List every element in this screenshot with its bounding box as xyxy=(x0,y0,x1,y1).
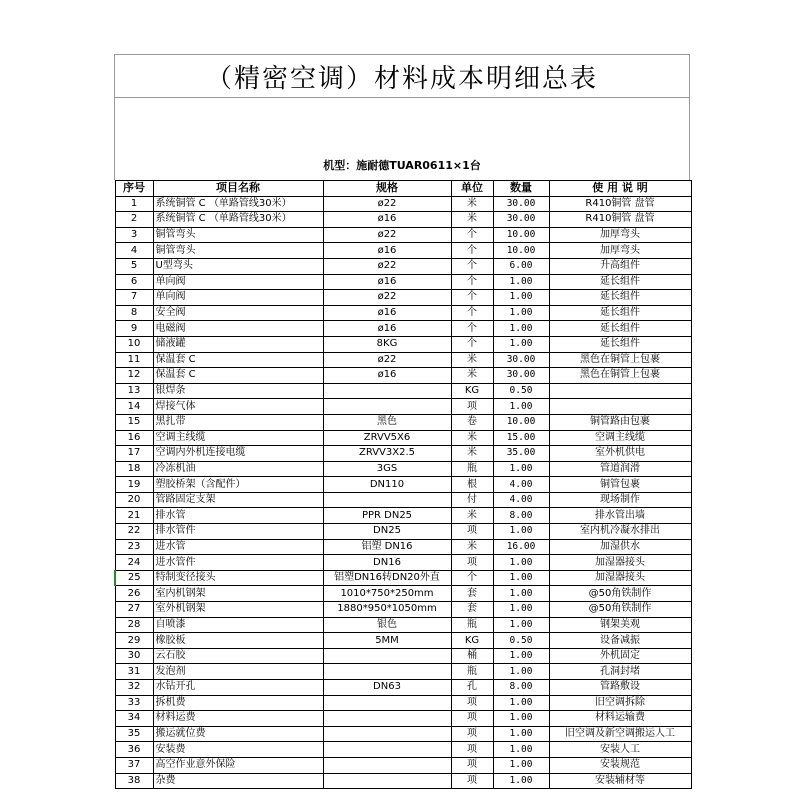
spec-cell[interactable] xyxy=(323,757,451,773)
usage-note-cell[interactable]: 钢架美观 xyxy=(549,617,691,633)
spec-cell[interactable] xyxy=(323,492,451,508)
item-name-cell[interactable]: 塑胶桥架（含配件） xyxy=(153,477,323,493)
table-row[interactable] xyxy=(115,461,691,477)
usage-note-cell[interactable]: 延长组件 xyxy=(549,321,691,337)
usage-note-cell[interactable]: 设备减振 xyxy=(549,633,691,649)
unit-cell[interactable]: 米 xyxy=(451,446,493,462)
item-name-cell[interactable]: 系统铜管 C （单路管线30米） xyxy=(153,212,323,228)
item-name-cell[interactable]: 保温套 C xyxy=(153,368,323,384)
item-name-cell[interactable]: 保温套 C xyxy=(153,352,323,368)
table-row[interactable] xyxy=(115,508,691,524)
quantity-cell[interactable]: 1.00 xyxy=(493,570,549,586)
quantity-cell[interactable]: 1.00 xyxy=(493,602,549,618)
usage-note-cell[interactable]: 旧空调及新空调搬运人工 xyxy=(549,726,691,742)
quantity-cell[interactable]: 1.00 xyxy=(493,773,549,789)
usage-note-cell[interactable]: 黑色在铜管上包裹 xyxy=(549,368,691,384)
unit-cell[interactable]: 瓶 xyxy=(451,617,493,633)
row-index-cell[interactable]: 11 xyxy=(115,352,153,368)
quantity-cell[interactable]: 1.00 xyxy=(493,695,549,711)
usage-note-cell[interactable]: 延长组件 xyxy=(549,290,691,306)
row-index-cell[interactable]: 24 xyxy=(115,555,153,571)
row-index-cell[interactable]: 16 xyxy=(115,430,153,446)
item-name-cell[interactable]: 发泡剂 xyxy=(153,664,323,680)
spec-cell[interactable]: ø22 xyxy=(323,352,451,368)
item-name-cell[interactable]: 材料运费 xyxy=(153,711,323,727)
usage-note-cell[interactable]: 安装规范 xyxy=(549,757,691,773)
quantity-cell[interactable]: 1.00 xyxy=(493,648,549,664)
quantity-cell[interactable]: 6.00 xyxy=(493,258,549,274)
spec-cell[interactable]: 1880*950*1050mm xyxy=(323,602,451,618)
item-name-cell[interactable]: 橡胶板 xyxy=(153,633,323,649)
usage-note-cell[interactable]: 延长组件 xyxy=(549,336,691,352)
quantity-cell[interactable]: 1.00 xyxy=(493,305,549,321)
table-row[interactable] xyxy=(115,399,691,415)
table-row[interactable] xyxy=(115,570,691,586)
usage-note-cell[interactable]: 安装辅材等 xyxy=(549,773,691,789)
usage-note-cell[interactable]: 孔洞封堵 xyxy=(549,664,691,680)
row-index-cell[interactable]: 31 xyxy=(115,664,153,680)
unit-cell[interactable]: 米 xyxy=(451,352,493,368)
spec-cell[interactable]: ø22 xyxy=(323,227,451,243)
item-name-cell[interactable]: 铜管弯头 xyxy=(153,243,323,259)
spec-cell[interactable]: ø16 xyxy=(323,212,451,228)
usage-note-cell[interactable]: 旧空调拆除 xyxy=(549,695,691,711)
row-index-cell[interactable]: 32 xyxy=(115,680,153,696)
table-row[interactable] xyxy=(115,742,691,758)
spec-cell[interactable]: ø16 xyxy=(323,243,451,259)
unit-cell[interactable]: 个 xyxy=(451,305,493,321)
unit-cell[interactable]: 项 xyxy=(451,695,493,711)
unit-cell[interactable]: 卷 xyxy=(451,414,493,430)
usage-note-cell[interactable]: 加厚弯头 xyxy=(549,227,691,243)
item-name-cell[interactable]: 管路固定支架 xyxy=(153,492,323,508)
table-row[interactable] xyxy=(115,414,691,430)
usage-note-cell[interactable]: 现场制作 xyxy=(549,492,691,508)
unit-cell[interactable]: 根 xyxy=(451,477,493,493)
unit-cell[interactable]: 个 xyxy=(451,336,493,352)
spec-cell[interactable]: 5MM xyxy=(323,633,451,649)
table-row[interactable] xyxy=(115,477,691,493)
table-row[interactable] xyxy=(115,648,691,664)
row-index-cell[interactable]: 13 xyxy=(115,383,153,399)
unit-cell[interactable]: 米 xyxy=(451,212,493,228)
quantity-cell[interactable]: 15.00 xyxy=(493,430,549,446)
header-unit: 单位 xyxy=(451,181,493,197)
quantity-cell[interactable]: 1.00 xyxy=(493,336,549,352)
usage-note-cell[interactable]: 延长组件 xyxy=(549,274,691,290)
row-index-cell[interactable]: 29 xyxy=(115,633,153,649)
table-row[interactable] xyxy=(115,243,691,259)
table-row[interactable] xyxy=(115,555,691,571)
unit-cell[interactable]: 项 xyxy=(451,773,493,789)
spec-cell[interactable]: DN16 xyxy=(323,555,451,571)
unit-cell[interactable]: 项 xyxy=(451,726,493,742)
table-row[interactable] xyxy=(115,524,691,540)
quantity-cell[interactable]: 10.00 xyxy=(493,243,549,259)
spec-cell[interactable] xyxy=(323,711,451,727)
unit-cell[interactable]: 个 xyxy=(451,570,493,586)
row-index-cell[interactable]: 7 xyxy=(115,290,153,306)
row-index-cell[interactable]: 35 xyxy=(115,726,153,742)
row-index-cell[interactable]: 22 xyxy=(115,524,153,540)
sheet-title: （精密空调）材料成本明细总表 xyxy=(114,54,690,98)
spec-cell[interactable]: ø16 xyxy=(323,368,451,384)
quantity-cell[interactable]: 1.00 xyxy=(493,524,549,540)
table-row[interactable] xyxy=(115,336,691,352)
row-index-cell[interactable]: 28 xyxy=(115,617,153,633)
quantity-cell[interactable]: 30.00 xyxy=(493,352,549,368)
item-name-cell[interactable]: U型弯头 xyxy=(153,258,323,274)
item-name-cell[interactable]: 焊接气体 xyxy=(153,399,323,415)
unit-cell[interactable]: 米 xyxy=(451,196,493,212)
header-quantity: 数量 xyxy=(493,181,549,197)
row-index-cell[interactable]: 14 xyxy=(115,399,153,415)
row-index-cell[interactable]: 10 xyxy=(115,336,153,352)
usage-note-cell[interactable]: 铜管包裹 xyxy=(549,477,691,493)
table-row[interactable] xyxy=(115,430,691,446)
spreadsheet xyxy=(114,54,690,786)
spec-cell[interactable]: DN25 xyxy=(323,524,451,540)
table-row[interactable] xyxy=(115,290,691,306)
table-row[interactable] xyxy=(115,773,691,789)
item-name-cell[interactable]: 室内机钢架 xyxy=(153,586,323,602)
table-row[interactable] xyxy=(115,227,691,243)
spec-cell[interactable]: DN110 xyxy=(323,477,451,493)
cost-table xyxy=(114,180,692,789)
header-usage-note: 使 用 说 明 xyxy=(549,181,691,197)
item-name-cell[interactable]: 水钻开孔 xyxy=(153,680,323,696)
item-name-cell[interactable]: 室外机钢架 xyxy=(153,602,323,618)
row-index-cell[interactable]: 8 xyxy=(115,305,153,321)
table-row[interactable] xyxy=(115,726,691,742)
usage-note-cell[interactable]: 升高组件 xyxy=(549,258,691,274)
row-index-cell[interactable]: 30 xyxy=(115,648,153,664)
unit-cell[interactable]: 瓶 xyxy=(451,664,493,680)
usage-note-cell[interactable]: 黑色在铜管上包裹 xyxy=(549,352,691,368)
spec-cell[interactable] xyxy=(323,695,451,711)
table-row[interactable] xyxy=(115,492,691,508)
table-row[interactable] xyxy=(115,383,691,399)
spec-cell[interactable]: 铝塑 DN16 xyxy=(323,539,451,555)
quantity-cell[interactable]: 1.00 xyxy=(493,586,549,602)
unit-cell[interactable]: 个 xyxy=(451,290,493,306)
row-index-cell[interactable]: 37 xyxy=(115,757,153,773)
spec-cell[interactable]: ø22 xyxy=(323,196,451,212)
spec-cell[interactable]: 8KG xyxy=(323,336,451,352)
table-row[interactable] xyxy=(115,305,691,321)
usage-note-cell[interactable] xyxy=(549,399,691,415)
item-name-cell[interactable]: 电磁阀 xyxy=(153,321,323,337)
table-row[interactable] xyxy=(115,757,691,773)
row-index-cell[interactable]: 19 xyxy=(115,477,153,493)
table-row[interactable] xyxy=(115,258,691,274)
table-row[interactable] xyxy=(115,212,691,228)
table-row[interactable] xyxy=(115,368,691,384)
spec-cell[interactable]: ZRVV3X2.5 xyxy=(323,446,451,462)
row-index-cell[interactable]: 9 xyxy=(115,321,153,337)
item-name-cell[interactable]: 排水管件 xyxy=(153,524,323,540)
item-name-cell[interactable]: 进水管件 xyxy=(153,555,323,571)
item-name-cell[interactable]: 储液罐 xyxy=(153,336,323,352)
quantity-cell[interactable]: 0.50 xyxy=(493,383,549,399)
quantity-cell[interactable]: 4.00 xyxy=(493,477,549,493)
unit-cell[interactable]: 个 xyxy=(451,274,493,290)
unit-cell[interactable]: 项 xyxy=(451,711,493,727)
row-index-cell[interactable]: 36 xyxy=(115,742,153,758)
spec-cell[interactable] xyxy=(323,773,451,789)
usage-note-cell[interactable]: 加厚弯头 xyxy=(549,243,691,259)
table-row[interactable] xyxy=(115,711,691,727)
quantity-cell[interactable]: 30.00 xyxy=(493,212,549,228)
usage-note-cell[interactable]: 空调主线缆 xyxy=(549,430,691,446)
usage-note-cell[interactable]: 加湿供水 xyxy=(549,539,691,555)
row-index-cell[interactable]: 1 xyxy=(115,196,153,212)
item-name-cell[interactable]: 杂费 xyxy=(153,773,323,789)
item-name-cell[interactable]: 黑扎带 xyxy=(153,414,323,430)
unit-cell[interactable]: 桶 xyxy=(451,648,493,664)
row-index-cell[interactable]: 33 xyxy=(115,695,153,711)
quantity-cell[interactable]: 4.00 xyxy=(493,492,549,508)
quantity-cell[interactable]: 1.00 xyxy=(493,664,549,680)
table-row[interactable] xyxy=(115,321,691,337)
item-name-cell[interactable]: 铜管弯头 xyxy=(153,227,323,243)
table-row[interactable] xyxy=(115,586,691,602)
unit-cell[interactable]: 瓶 xyxy=(451,461,493,477)
usage-note-cell[interactable]: R410铜管 盘管 xyxy=(549,196,691,212)
usage-note-cell[interactable]: 铜管路由包裹 xyxy=(549,414,691,430)
spec-cell[interactable]: 黑色 xyxy=(323,414,451,430)
item-name-cell[interactable]: 云石胶 xyxy=(153,648,323,664)
table-row[interactable] xyxy=(115,352,691,368)
quantity-cell[interactable]: 8.00 xyxy=(493,680,549,696)
table-row[interactable] xyxy=(115,680,691,696)
unit-cell[interactable]: KG xyxy=(451,633,493,649)
header-row xyxy=(115,181,691,197)
quantity-cell[interactable]: 1.00 xyxy=(493,726,549,742)
row-index-cell[interactable]: 18 xyxy=(115,461,153,477)
spec-cell[interactable] xyxy=(323,399,451,415)
header-item-name: 项目名称 xyxy=(153,181,323,197)
usage-note-cell[interactable]: 室内机冷凝水排出 xyxy=(549,524,691,540)
row-index-cell[interactable]: 21 xyxy=(115,508,153,524)
row-index-cell[interactable]: 6 xyxy=(115,274,153,290)
unit-cell[interactable]: 米 xyxy=(451,508,493,524)
spec-cell[interactable]: 3GS xyxy=(323,461,451,477)
quantity-cell[interactable]: 1.00 xyxy=(493,290,549,306)
unit-cell[interactable]: 项 xyxy=(451,524,493,540)
unit-cell[interactable]: 项 xyxy=(451,399,493,415)
row-index-cell[interactable]: 2 xyxy=(115,212,153,228)
usage-note-cell[interactable]: 加湿器接头 xyxy=(549,555,691,571)
unit-cell[interactable]: 米 xyxy=(451,368,493,384)
spec-cell[interactable]: 银色 xyxy=(323,617,451,633)
row-index-cell[interactable]: 12 xyxy=(115,368,153,384)
usage-note-cell[interactable]: @50角铁制作 xyxy=(549,602,691,618)
spec-cell[interactable]: ø16 xyxy=(323,321,451,337)
spec-cell[interactable]: ø16 xyxy=(323,305,451,321)
item-name-cell[interactable]: 系统铜管 C （单路管线30米） xyxy=(153,196,323,212)
item-name-cell[interactable]: 安装费 xyxy=(153,742,323,758)
unit-cell[interactable]: 项 xyxy=(451,757,493,773)
usage-note-cell[interactable]: R410铜管 盘管 xyxy=(549,212,691,228)
unit-cell[interactable]: 付 xyxy=(451,492,493,508)
unit-cell[interactable]: 米 xyxy=(451,539,493,555)
row-index-cell[interactable]: 25 xyxy=(115,570,153,586)
header-spec: 规格 xyxy=(323,181,451,197)
item-name-cell[interactable]: 安全阀 xyxy=(153,305,323,321)
table-row[interactable] xyxy=(115,446,691,462)
unit-cell[interactable]: 套 xyxy=(451,586,493,602)
unit-cell[interactable]: 套 xyxy=(451,602,493,618)
usage-note-cell[interactable]: @50角铁制作 xyxy=(549,586,691,602)
row-index-cell[interactable]: 23 xyxy=(115,539,153,555)
quantity-cell[interactable]: 30.00 xyxy=(493,196,549,212)
unit-cell[interactable]: KG xyxy=(451,383,493,399)
quantity-cell[interactable]: 1.00 xyxy=(493,617,549,633)
unit-cell[interactable]: 项 xyxy=(451,742,493,758)
item-name-cell[interactable]: 进水管 xyxy=(153,539,323,555)
spec-cell[interactable]: DN63 xyxy=(323,680,451,696)
usage-note-cell[interactable]: 外机固定 xyxy=(549,648,691,664)
usage-note-cell[interactable]: 材料运输费 xyxy=(549,711,691,727)
unit-cell[interactable]: 个 xyxy=(451,321,493,337)
spec-cell[interactable]: ZRVV5X6 xyxy=(323,430,451,446)
unit-cell[interactable]: 个 xyxy=(451,258,493,274)
spec-cell[interactable] xyxy=(323,726,451,742)
spec-cell[interactable]: ø16 xyxy=(323,274,451,290)
table-row[interactable] xyxy=(115,602,691,618)
header-index: 序号 xyxy=(115,181,153,197)
quantity-cell[interactable]: 35.00 xyxy=(493,446,549,462)
item-name-cell[interactable]: 搬运就位费 xyxy=(153,726,323,742)
usage-note-cell[interactable]: 加湿器接头 xyxy=(549,570,691,586)
table-row[interactable] xyxy=(115,274,691,290)
usage-note-cell[interactable] xyxy=(549,383,691,399)
usage-note-cell[interactable]: 安装人工 xyxy=(549,742,691,758)
item-name-cell[interactable]: 冷冻机油 xyxy=(153,461,323,477)
spec-cell[interactable] xyxy=(323,648,451,664)
quantity-cell[interactable]: 1.00 xyxy=(493,399,549,415)
item-name-cell[interactable]: 特制变径接头 xyxy=(153,570,323,586)
table-row[interactable] xyxy=(115,617,691,633)
usage-note-cell[interactable]: 室外机供电 xyxy=(549,446,691,462)
quantity-cell[interactable]: 1.00 xyxy=(493,555,549,571)
item-name-cell[interactable]: 银焊条 xyxy=(153,383,323,399)
quantity-cell[interactable]: 1.00 xyxy=(493,711,549,727)
table-row[interactable] xyxy=(115,664,691,680)
unit-cell[interactable]: 个 xyxy=(451,243,493,259)
row-index-cell[interactable]: 17 xyxy=(115,446,153,462)
spec-cell[interactable] xyxy=(323,742,451,758)
quantity-cell[interactable]: 1.00 xyxy=(493,274,549,290)
spec-cell[interactable]: 1010*750*250mm xyxy=(323,586,451,602)
row-index-cell[interactable]: 4 xyxy=(115,243,153,259)
table-row[interactable] xyxy=(115,695,691,711)
item-name-cell[interactable]: 单向阀 xyxy=(153,274,323,290)
usage-note-cell[interactable]: 管路敷设 xyxy=(549,680,691,696)
quantity-cell[interactable]: 8.00 xyxy=(493,508,549,524)
quantity-cell[interactable]: 16.00 xyxy=(493,539,549,555)
row-index-cell[interactable]: 34 xyxy=(115,711,153,727)
quantity-cell[interactable]: 10.00 xyxy=(493,414,549,430)
row-index-cell[interactable]: 38 xyxy=(115,773,153,789)
item-name-cell[interactable]: 空调内外机连接电缆 xyxy=(153,446,323,462)
spec-cell[interactable] xyxy=(323,383,451,399)
quantity-cell[interactable]: 1.00 xyxy=(493,742,549,758)
usage-note-cell[interactable]: 排水管出墙 xyxy=(549,508,691,524)
item-name-cell[interactable]: 空调主线缆 xyxy=(153,430,323,446)
row-index-cell[interactable]: 26 xyxy=(115,586,153,602)
table-row[interactable] xyxy=(115,196,691,212)
quantity-cell[interactable]: 1.00 xyxy=(493,757,549,773)
unit-cell[interactable]: 个 xyxy=(451,227,493,243)
unit-cell[interactable]: 孔 xyxy=(451,680,493,696)
quantity-cell[interactable]: 10.00 xyxy=(493,227,549,243)
item-name-cell[interactable]: 自喷漆 xyxy=(153,617,323,633)
item-name-cell[interactable]: 拆机费 xyxy=(153,695,323,711)
item-name-cell[interactable]: 单向阀 xyxy=(153,290,323,306)
item-name-cell[interactable]: 排水管 xyxy=(153,508,323,524)
unit-cell[interactable]: 项 xyxy=(451,555,493,571)
table-row[interactable] xyxy=(115,539,691,555)
usage-note-cell[interactable]: 管道润滑 xyxy=(549,461,691,477)
quantity-cell[interactable]: 30.00 xyxy=(493,368,549,384)
spec-cell[interactable]: PPR DN25 xyxy=(323,508,451,524)
table-row[interactable] xyxy=(115,633,691,649)
quantity-cell[interactable]: 1.00 xyxy=(493,461,549,477)
spec-cell[interactable]: ø22 xyxy=(323,258,451,274)
item-name-cell[interactable]: 高空作业意外保险 xyxy=(153,757,323,773)
row-index-cell[interactable]: 15 xyxy=(115,414,153,430)
usage-note-cell[interactable]: 延长组件 xyxy=(549,305,691,321)
quantity-cell[interactable]: 0.50 xyxy=(493,633,549,649)
spec-cell[interactable]: 铝塑DN16转DN20外直 xyxy=(323,570,451,586)
row-index-cell[interactable]: 5 xyxy=(115,258,153,274)
spec-cell[interactable]: ø22 xyxy=(323,290,451,306)
quantity-cell[interactable]: 1.00 xyxy=(493,321,549,337)
row-index-cell[interactable]: 20 xyxy=(115,492,153,508)
unit-cell[interactable]: 米 xyxy=(451,430,493,446)
spec-cell[interactable] xyxy=(323,664,451,680)
model-line: 机型：施耐德TUAR0611×1台 xyxy=(323,159,481,172)
row-index-cell[interactable]: 3 xyxy=(115,227,153,243)
table-body xyxy=(115,196,691,789)
row-index-cell[interactable]: 27 xyxy=(115,602,153,618)
